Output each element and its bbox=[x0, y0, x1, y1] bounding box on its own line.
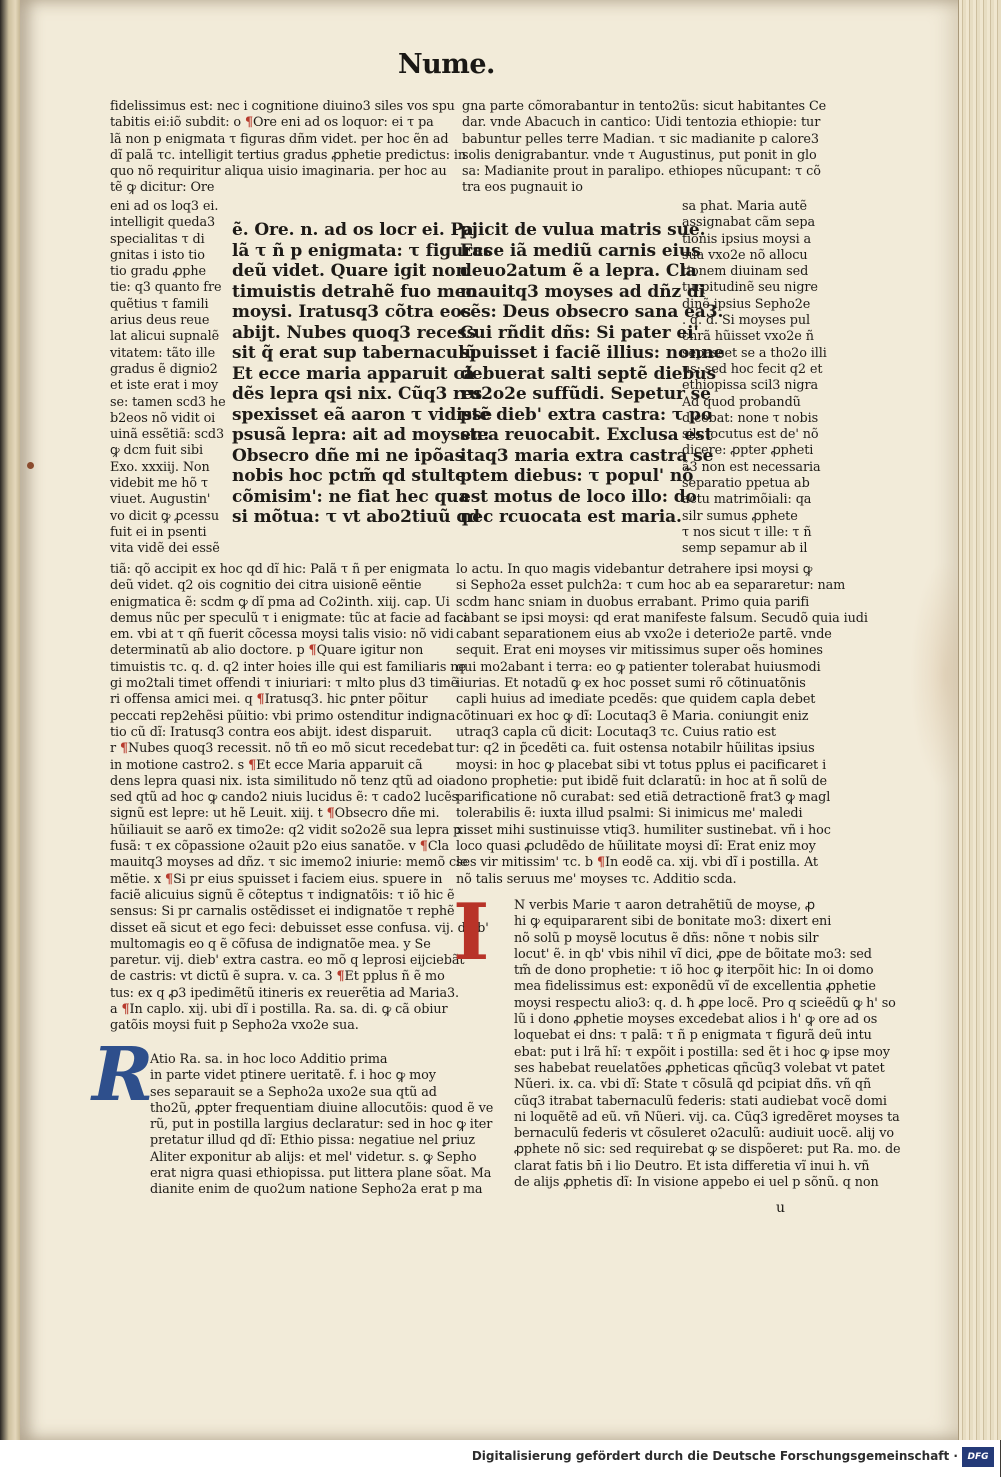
text-line: silr sumus ꝓphete bbox=[682, 508, 798, 524]
text-line: Et ecce maria apparuit cã bbox=[232, 363, 475, 384]
text-line: viuet. Augustin' bbox=[110, 492, 211, 508]
text-line: tus: ex q ꝓ3 ipedimẽtũ itineris ex reuerẽtia ad Maria3. bbox=[110, 985, 460, 1001]
text-line: iiurias. Et notadũ ꝙ ex hoc posset sumi rõ cõtinuatõnis bbox=[456, 676, 806, 692]
text-line: eni ad os loq3 ei. bbox=[110, 199, 219, 214]
text-line: tionis ipsius moysi a bbox=[682, 231, 812, 247]
text-line: dĩ palã τc. intelligit tertius gradus ꝓphetie predictus: in bbox=[110, 147, 467, 163]
text-line: Aliter exponitur ab alijs: et mel' videtur. s. ꝙ Sepho bbox=[150, 1149, 477, 1165]
text-line: timuistis detrahẽ fuo meo bbox=[232, 281, 477, 302]
text-line: de alijs ꝓphetis dĩ: In visione appebo ei uel p sõnũ. q non bbox=[514, 1175, 879, 1191]
text-line: est motus de loco illo: do bbox=[460, 486, 697, 507]
text-line: cẽs: Deus obsecro sana ea3. bbox=[460, 302, 724, 322]
text-line: dianite enim de quo2um natione Sepho2a erat p ma bbox=[150, 1182, 483, 1198]
footer-credit: Digitalisierung gefördert durch die Deutsche Forschungsgemeinschaft · bbox=[471, 1449, 958, 1463]
text-line: . q. d. Si moyses pul bbox=[682, 313, 810, 329]
text-line: sua vxo2e nõ allocu bbox=[682, 247, 808, 263]
text-line: si Sepho2a esset pulch2a: τ cum hoc ab ea separaretur: nam bbox=[456, 578, 846, 594]
text-line: gna parte cõmorabantur in tento2ũs: sicut habitantes Ce bbox=[462, 99, 827, 114]
text-line: N verbis Marie τ aaron detrahẽtiũ de moyse, ꝓ bbox=[514, 898, 815, 913]
additio-left bbox=[150, 1052, 494, 1202]
paragraph-mark: ¶ bbox=[326, 806, 335, 822]
text-line: locut' ẽ. in qb' vbis nihil vĩ dici, ꝓpe de bõitate mo3: sed bbox=[514, 946, 872, 962]
text-line: deũ videt. q2 ois cognitio dei citra uisionẽ eẽntie bbox=[110, 578, 422, 594]
text-line: ri offensa amici mei. q ¶Iratusq3. hic ꝑnter põitur bbox=[110, 692, 428, 708]
text-line: silr locutus est de' nõ bbox=[682, 427, 819, 443]
text-line: moysi: in hoc ꝙ placebat sibi vt totus pplus ei pacificaret i bbox=[456, 757, 827, 773]
text-line: gatõis moysi fuit p Sepho2a vxo2e sua. bbox=[110, 1018, 359, 1034]
text-line: ã3 non est necessaria bbox=[682, 459, 821, 475]
text-line: r ¶Nubes quoq3 recessit. nõ tñ eo mõ sicut recedebat bbox=[110, 741, 454, 757]
text-line: nõ talis seruus me' moyses τc. Additio scda. bbox=[456, 871, 737, 887]
text-line: ses separauit se a Sepho2a uxo2e sua qtũ ad bbox=[150, 1084, 437, 1100]
text-line: multomagis eo q ẽ cõfusa de indignatõe mea. y Se bbox=[110, 936, 431, 952]
text-line: us: sed hoc fecit q2 et bbox=[682, 361, 823, 377]
text-line: rũ, put in postilla largius declaratur: sed in hoc ꝙ iter bbox=[150, 1117, 493, 1133]
text-line: dono prophetie: put ibidẽ fuit dclaratũ: in hoc at ñ solũ de bbox=[456, 773, 828, 789]
text-line: τ nos sicut τ ille: τ ñ bbox=[682, 524, 812, 540]
text-line: hũiliauit se aarõ ex timo2e: q2 vidit so2o2ẽ sua lepra p bbox=[110, 822, 462, 838]
text-line: peccati rep2ehẽsi pũitio: vbi primo ostenditur indigna bbox=[110, 708, 456, 724]
text-line: mauitq3 moyses ad dñz. τ sic imemo2 iniurie: memõ cle bbox=[110, 855, 468, 871]
text-line: spuisset i faciẽ illius: nonne bbox=[460, 343, 725, 363]
text-line: timuistis τc. q. d. q2 inter hoies ille qui est familiaris ne bbox=[110, 659, 466, 675]
text-line: si mõtua: τ vt abo2tiuũ qd bbox=[232, 507, 480, 527]
gloss-top-left bbox=[110, 99, 467, 199]
text-line: erat nigra quasi ethiopissa. put littera plane sõat. Ma bbox=[150, 1166, 492, 1182]
text-line: ebat: put i lrã hĩ: τ expõit i postilla: sed ẽt i hoc ꝙ ipse moy bbox=[514, 1044, 890, 1060]
paragraph-mark: ¶ bbox=[256, 692, 265, 708]
text-line: tie: q3 quanto fre bbox=[110, 280, 222, 296]
text-line: determinatũ ab alio doctore. p ¶Quare igitur non bbox=[110, 643, 424, 659]
text-line: deuo2atum ẽ a lepra. Cla bbox=[460, 261, 697, 281]
text-line: Obsecro dñe mi ne ipõas bbox=[232, 445, 465, 466]
text-line: assignabat cãm sepa bbox=[682, 215, 816, 231]
text-line: intelligit queda3 bbox=[110, 215, 216, 231]
text-line: dar. vnde Abacuch in cantico: Uidi tentozia ethiopie: tur bbox=[462, 115, 821, 131]
text-line: ꝓphete nõ sic: sed requirebat ꝙ se dispõeret: put Ra. mo. de bbox=[514, 1142, 901, 1158]
text-line: spexisset eã aaron τ vidisse bbox=[232, 404, 493, 425]
text-line: ptẽ dieb' extra castra: τ po bbox=[460, 404, 713, 425]
text-line: tiã: qõ accipit ex hoc qd dĩ hic: Palã τ ñ per enigmata bbox=[110, 562, 450, 577]
text-line: mẽtie. x ¶Si pr eius spuisset i faciem eius. spuere in bbox=[110, 871, 443, 887]
text-line: tho2ũ, ꝓpter frequentiam diuine allocutõis: quod ẽ ve bbox=[150, 1100, 494, 1116]
text-line: Ecce iã mediũ carnis eius bbox=[460, 240, 701, 261]
text-line: pjicit de vulua matris sue. bbox=[460, 220, 706, 240]
scripture-column-2 bbox=[460, 220, 725, 530]
text-line: b2eos nõ vidit oi bbox=[110, 410, 216, 426]
text-line: demus nũc per speculũ τ i enigmate: tũc at facie ad faci bbox=[110, 610, 468, 626]
text-line: tra eos pugnauit io bbox=[462, 180, 583, 196]
text-line: vita vidẽ dei essẽ bbox=[110, 541, 220, 557]
text-line: mea fidelissimus est: exponẽdũ vĩ de excellentia ꝓphetie bbox=[514, 979, 876, 995]
gloss-right-narrow bbox=[682, 199, 827, 565]
text-line: cõtinuari ex hoc ꝙ dĩ: Locutaq3 ẽ Maria. coniungit eniz bbox=[456, 708, 809, 724]
text-line: dicebat: none τ nobis bbox=[682, 410, 819, 426]
text-line: bernaculũ federis vt cõsuleret o2aculũ: audiuit uocẽ. alij vo bbox=[514, 1126, 894, 1142]
text-line: nec rcuocata est maria. bbox=[460, 507, 682, 527]
paragraph-mark: ¶ bbox=[120, 741, 129, 757]
gloss-left-lower bbox=[110, 562, 489, 1040]
text-line: sit q̃ erat sup tabernaculũ bbox=[232, 343, 477, 363]
text-line: sepasset se a tho2o illi bbox=[682, 345, 827, 361]
text-line: parificatione nõ curabat: sed etiã detractionẽ frat3 ꝙ magl bbox=[456, 790, 831, 806]
text-line: ꝙ dcm fuit sibi bbox=[110, 443, 203, 459]
text-line: sed qtũ ad hoc ꝙ cando2 niuis lucidus ẽ: τ cado2 lucẽs bbox=[110, 790, 459, 806]
text-line: lat alicui supnalẽ bbox=[110, 329, 220, 345]
text-line: se: tamen scd3 he bbox=[110, 394, 226, 410]
text-line: pretatur illud qd dĩ: Ethio pissa: negatiue nel ꝑriuz bbox=[150, 1133, 475, 1149]
signature-mark: u bbox=[776, 1200, 786, 1216]
text-line: clarat fatis bn̄ i lio Deutro. Et ista differetia vĩ inui h. vñ bbox=[514, 1158, 870, 1174]
text-line: tm̃ de dono prophetie: τ iõ hoc ꝙ iterpõit hic: In oi domo bbox=[514, 963, 874, 979]
text-line: cũq3 itrabat tabernaculũ federis: stati audiebat vocẽ domi bbox=[514, 1093, 887, 1109]
text-line: in parte videt ptinere ueritatẽ. f. i hoc ꝙ moy bbox=[150, 1068, 436, 1084]
text-line: vo dicit ꝙ ꝓcessu bbox=[110, 508, 219, 524]
text-line: loco quasi ꝓcludẽdo de hũilitate moysi dĩ: Erat eniz moy bbox=[456, 839, 816, 855]
text-line: mauitq3 moyses ad dñz di bbox=[460, 281, 705, 302]
text-line: sensus: Si pr carnalis ostẽdisset ei indignatõe τ rephẽ bbox=[110, 904, 455, 920]
text-line: lo actu. In quo magis videbantur detrahere ipsi moysi ꝙ bbox=[456, 562, 813, 577]
text-line: deũ videt. Quare igit non bbox=[232, 261, 468, 281]
text-line: tio cũ dĩ: Iratusq3 contra eos abijt. idest disparuit. bbox=[110, 724, 433, 740]
text-line: a ¶In caplo. xij. ubi dĩ i postilla. Ra. sa. di. ꝙ cã obiur bbox=[110, 1002, 448, 1018]
text-line: stea reuocabit. Exclusa est bbox=[460, 425, 713, 445]
dfg-logo-icon: DFG bbox=[962, 1447, 994, 1467]
additio-right bbox=[514, 898, 901, 1198]
text-line: fusã: τ ex cõpassione o2auit p2o eius sanatõe. v ¶Cla bbox=[110, 839, 450, 855]
text-line: dens lepra quasi nix. ista similitudo nõ tenz qtũ ad oia bbox=[110, 773, 456, 789]
paragraph-mark: ¶ bbox=[244, 115, 253, 131]
text-line: sa phat. Maria autẽ bbox=[682, 199, 807, 214]
ink-spot bbox=[27, 462, 34, 469]
text-line: ethiopissa scil3 nigra bbox=[682, 378, 819, 394]
text-line: em. vbi at τ qñ fuerit cõcessa moysi talis visio: nõ vidi bbox=[110, 627, 454, 643]
text-line: nobis hoc pctm̃ qd stulte bbox=[232, 466, 466, 486]
text-line: tio gradu ꝓphe bbox=[110, 264, 206, 280]
text-line: Atio Ra. sa. in hoc loco Additio prima bbox=[150, 1052, 388, 1067]
paragraph-mark: ¶ bbox=[308, 643, 317, 659]
text-line: dicere: ꝓpter ꝓpheti bbox=[682, 443, 814, 459]
text-line: babuntur pelles terre Madian. τ sic madianite p calore3 bbox=[462, 131, 819, 147]
text-line: enigmatica ẽ: scdm ꝙ dĩ pma ad Co2inth. xiij. cap. Ui bbox=[110, 594, 450, 610]
text-line: moysi. Iratusq3 cõtra eos bbox=[232, 302, 472, 322]
paragraph-mark: ¶ bbox=[419, 839, 428, 855]
text-line: tolerabilis ẽ: iuxta illud psalmi: Si inimicus me' maledi bbox=[456, 806, 803, 822]
text-line: tẽ ꝙ dicitur: Ore bbox=[110, 180, 215, 196]
text-line: lã non p enigmata τ figuras dñm videt. per hoc ẽn ad bbox=[110, 131, 449, 147]
paragraph-mark: ¶ bbox=[336, 969, 345, 985]
text-line: hi ꝙ equipararent sibi de bonitate mo3: dixert eni bbox=[514, 914, 832, 930]
text-line: arius deus reue bbox=[110, 313, 210, 329]
text-line: cõmisim': ne fiat hec qua bbox=[232, 486, 470, 507]
text-line: tur: q2 in p̃cedẽti ca. fuit ostensa notabilr hũilitas ipsius bbox=[456, 741, 815, 757]
text-line: ẽ. Ore. n. ad os locr ei. Pa bbox=[232, 220, 474, 240]
text-line: sa: Madianite prout in paralipo. ethiopes nũcupant: τ cõ bbox=[462, 164, 821, 180]
text-line: separatio ppetua ab bbox=[682, 476, 810, 492]
text-line: faciẽ alicuius signũ ẽ cõteptus τ indignatõis: τ iõ hic ẽ bbox=[110, 887, 455, 903]
text-line: tabitis ei:iõ subdit: o ¶Ore eni ad os loquor: ei τ pa bbox=[110, 115, 434, 131]
text-line: Nũeri. ix. ca. vbi dĩ: State τ cõsulã qd pcipiat dñs. vñ qñ bbox=[514, 1077, 872, 1093]
gloss-left-narrow bbox=[110, 199, 226, 565]
scripture-column-1 bbox=[232, 220, 493, 530]
text-line: sequit. Erat eni moyses vir mitissimus super oẽs homines bbox=[456, 643, 823, 659]
text-line: abijt. Nubes quoq3 recess bbox=[232, 322, 477, 343]
text-line: fidelissimus est: nec i cognitione diuino3 siles vos spu bbox=[110, 99, 455, 114]
gloss-right-lower bbox=[456, 562, 868, 892]
text-line: chrã hũisset vxo2e ñ bbox=[682, 329, 814, 345]
paragraph-mark: ¶ bbox=[248, 757, 257, 773]
text-line: gi mo2tali timet offendi τ iniuriari: τ mlto plus d3 timẽ bbox=[110, 676, 459, 692]
text-line: qui mo2abant i terra: eo ꝙ patienter tolerabat huiusmodi bbox=[456, 659, 821, 675]
text-line: cabant separationem eius ab vxo2e i deterio2e partẽ. vnde bbox=[456, 627, 832, 643]
text-line: quo nõ requiritur aliqua uisio imaginaria. per hoc au bbox=[110, 164, 447, 180]
text-line: loquebat ei dns: τ palã: τ ñ p enigmata τ figurã deũ intu bbox=[514, 1028, 872, 1044]
text-line: lũ i dono ꝓphetie moyses excedebat alios i h' ꝙ ore ad os bbox=[514, 1012, 878, 1028]
page-stack-edge bbox=[958, 0, 1001, 1440]
text-line: gradus ẽ dignio2 bbox=[110, 361, 218, 377]
rubricated-initial: I bbox=[453, 887, 490, 978]
text-line: Exo. xxxiij. Non bbox=[110, 459, 210, 475]
text-line: gnitas i isto tio bbox=[110, 247, 205, 263]
running-head: Nume. bbox=[398, 49, 495, 80]
text-line: in motione castro2. s ¶Et ecce Maria apparuit cã bbox=[110, 757, 423, 773]
text-line: signũ est lepre: ut hẽ Leuit. xiij. t ¶Obsecro dñe mi. bbox=[110, 806, 440, 822]
paragraph-mark: ¶ bbox=[121, 1002, 130, 1018]
text-line: ptem diebus: τ popul' nõ bbox=[460, 466, 694, 486]
text-line: turpitudinẽ seu nigre bbox=[682, 280, 818, 296]
text-line: actu matrimõiali: qa bbox=[682, 492, 812, 508]
text-line: moysi respectu alio3: q. d. ħ ꝓpe locẽ. Pro q scieẽdũ ꝙ h' so bbox=[514, 995, 896, 1011]
text-line: xisset mihi sustinuisse vtiq3. humiliter sustinebat. vñ i hoc bbox=[456, 822, 831, 838]
gloss-top-right bbox=[462, 99, 827, 199]
text-line: fuit ei in psenti bbox=[110, 524, 207, 540]
text-line: psusã lepra: ait ad moysen: bbox=[232, 425, 490, 445]
paragraph-mark: ¶ bbox=[596, 855, 605, 871]
text-line: ses habebat reuelatões ꝓpheticas qñcũq3 volebat vt patet bbox=[514, 1060, 885, 1076]
text-line: ru2o2e suffũdi. Sepetur se bbox=[460, 384, 711, 404]
paragraph-mark: ¶ bbox=[165, 871, 174, 887]
text-line: cabant se ipsi moysi: qd erat manifeste falsum. Secudõ quia iudi bbox=[456, 610, 868, 626]
text-line: de castris: vt dictũ ẽ supra. v. ca. 3 ¶Et pplus ñ ẽ mo bbox=[110, 969, 445, 985]
text-line: lã τ ñ p enigmata: τ figuras bbox=[232, 240, 493, 261]
text-line: ses vir mitissim' τc. b ¶In eodẽ ca. xij. vbi dĩ i postilla. At bbox=[456, 855, 818, 871]
text-line: uinã essẽtiã: scd3 bbox=[110, 427, 225, 443]
text-line: capli huius ad imediate pcedẽs: que quidem capla debet bbox=[456, 692, 816, 708]
text-line: nõ solũ p moysẽ locutus ẽ dñs: nõne τ nobis silr bbox=[514, 930, 819, 946]
text-line: Ad quod probandũ bbox=[682, 394, 801, 410]
illuminated-initial: R bbox=[92, 1032, 154, 1118]
text-line: disset eã sicut et ego feci: debuisset esse confusa. vij. dieb' bbox=[110, 920, 489, 936]
text-line: vitatem: tãto ille bbox=[110, 345, 216, 361]
text-line: tionem diuinam sed bbox=[682, 264, 809, 280]
text-line: solis denigrabantur. vnde τ Augustinus, put ponit in glo bbox=[462, 147, 817, 163]
facing-page-edge bbox=[0, 0, 22, 1440]
text-line: Cui rñdit dñs: Si pater ei' bbox=[460, 322, 699, 343]
text-line: debuerat salti septẽ diebus bbox=[460, 363, 716, 384]
text-line: dinẽ ipsius Sepho2e bbox=[682, 296, 811, 312]
text-line: itaq3 maria extra castra se bbox=[460, 445, 714, 466]
text-line: ni loquẽtẽ ad eũ. vñ Nũeri. vij. ca. Cũq3 igredẽret moyses ta bbox=[514, 1109, 900, 1125]
text-line: dẽs lepra qsi nix. Cũq3 res bbox=[232, 384, 483, 404]
text-line: et iste erat i moy bbox=[110, 378, 219, 394]
text-line: paretur. vij. dieb' extra castra. eo mõ q leprosi eijciebãt bbox=[110, 953, 465, 969]
text-line: utraq3 capla cũ dicit: Locutaq3 τc. Cuius ratio est bbox=[456, 724, 776, 740]
text-line: quẽtius τ famili bbox=[110, 296, 209, 312]
text-line: specialitas τ di bbox=[110, 231, 205, 247]
text-line: videbit me hõ τ bbox=[110, 476, 208, 492]
text-line: scdm hanc sniam in duobus errabant. Primo quia parifi bbox=[456, 594, 810, 610]
text-line: semp sepamur ab il bbox=[682, 541, 808, 557]
